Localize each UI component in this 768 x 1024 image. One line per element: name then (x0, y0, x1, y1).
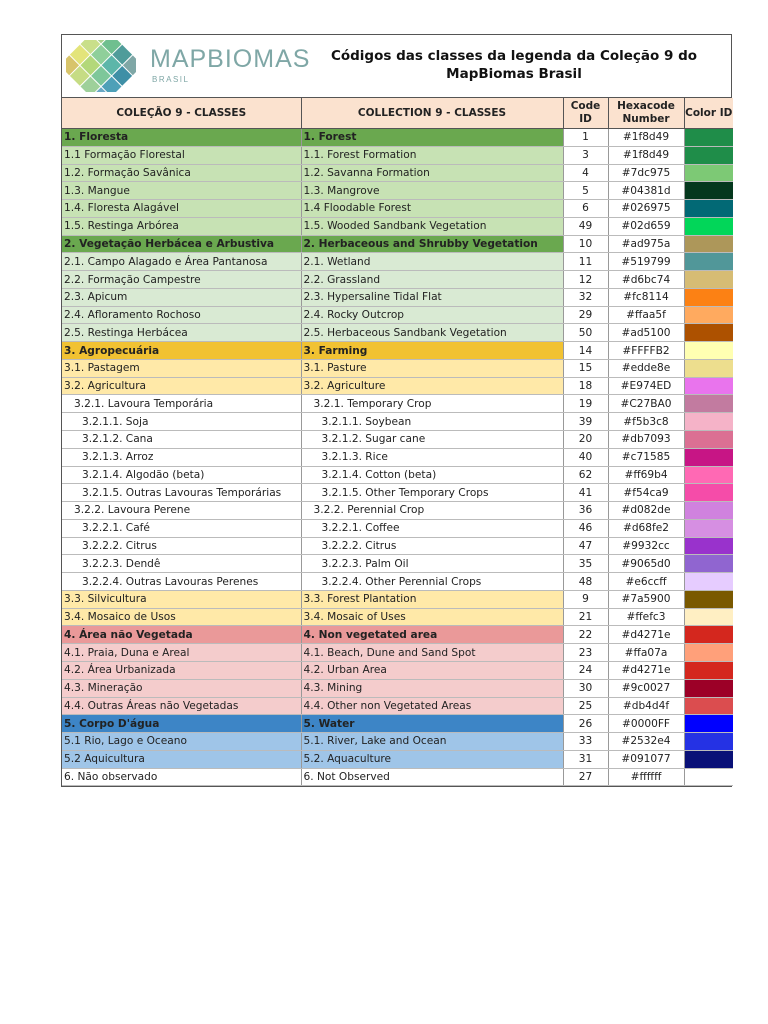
code-id: 29 (563, 306, 608, 324)
class-name-en: 3.2.1.5. Other Temporary Crops (301, 484, 563, 502)
code-id: 50 (563, 324, 608, 342)
hex-code: #519799 (608, 253, 684, 271)
code-id: 46 (563, 519, 608, 537)
class-name-pt: 2.3. Apicum (62, 288, 301, 306)
class-name-en: 5. Water (301, 715, 563, 733)
code-id: 31 (563, 750, 608, 768)
class-name-pt: 6. Não observado (62, 768, 301, 786)
color-swatch (684, 413, 733, 431)
table-row (62, 288, 733, 306)
color-swatch (684, 324, 733, 342)
color-swatch (684, 484, 733, 502)
hex-code: #d6bc74 (608, 271, 684, 289)
hex-code: #C27BA0 (608, 395, 684, 413)
hex-code: #091077 (608, 750, 684, 768)
column-header-color: Color ID (684, 98, 733, 129)
class-name-pt: 3.2.2.4. Outras Lavouras Perenes (62, 573, 301, 591)
table-row (62, 715, 733, 733)
table-row (62, 324, 733, 342)
class-name-pt: 4. Área não Vegetada (62, 626, 301, 644)
table-row (62, 377, 733, 395)
class-name-en: 2. Herbaceous and Shrubby Vegetation (301, 235, 563, 253)
table-row (62, 502, 733, 520)
class-name-en: 3.2.1.4. Cotton (beta) (301, 466, 563, 484)
column-header-pt: COLEÇÃO 9 - CLASSES (62, 98, 301, 129)
hex-code: #c71585 (608, 448, 684, 466)
code-id: 40 (563, 448, 608, 466)
class-name-pt: 2.1. Campo Alagado e Área Pantanosa (62, 253, 301, 271)
code-id: 3 (563, 146, 608, 164)
table-row (62, 697, 733, 715)
class-name-en: 4.3. Mining (301, 679, 563, 697)
table-row (62, 733, 733, 751)
class-name-en: 3.2.1.1. Soybean (301, 413, 563, 431)
color-swatch (684, 661, 733, 679)
color-swatch (684, 306, 733, 324)
color-swatch (684, 288, 733, 306)
code-id: 24 (563, 661, 608, 679)
table-row (62, 413, 733, 431)
hex-code: #026975 (608, 200, 684, 218)
color-swatch (684, 377, 733, 395)
color-swatch (684, 590, 733, 608)
table-row (62, 661, 733, 679)
table-row (62, 129, 733, 147)
class-name-pt: 5.2 Aquicultura (62, 750, 301, 768)
class-name-pt: 3. Agropecuária (62, 342, 301, 360)
color-swatch (684, 608, 733, 626)
table-row (62, 342, 733, 360)
color-swatch (684, 679, 733, 697)
hex-code: #1f8d49 (608, 129, 684, 147)
hex-code: #7a5900 (608, 590, 684, 608)
class-name-pt: 1.5. Restinga Arbórea (62, 217, 301, 235)
color-swatch (684, 235, 733, 253)
color-swatch (684, 537, 733, 555)
table-row (62, 573, 733, 591)
code-id: 33 (563, 733, 608, 751)
class-name-en: 1.2. Savanna Formation (301, 164, 563, 182)
class-name-en: 3.2.2.4. Other Perennial Crops (301, 573, 563, 591)
hex-code: #E974ED (608, 377, 684, 395)
color-swatch (684, 555, 733, 573)
hex-code: #f54ca9 (608, 484, 684, 502)
code-id: 22 (563, 626, 608, 644)
code-id: 1 (563, 129, 608, 147)
class-name-pt: 2. Vegetação Herbácea e Arbustiva (62, 235, 301, 253)
class-name-en: 3.2. Agriculture (301, 377, 563, 395)
code-id: 9 (563, 590, 608, 608)
table-row (62, 626, 733, 644)
class-name-en: 3.2.1. Temporary Crop (301, 395, 563, 413)
hex-code: #9932cc (608, 537, 684, 555)
brand-country: BRASIL (152, 75, 190, 84)
class-name-pt: 3.2.2.2. Citrus (62, 537, 301, 555)
hex-code: #f5b3c8 (608, 413, 684, 431)
hex-code: #e6ccff (608, 573, 684, 591)
hex-code: #7dc975 (608, 164, 684, 182)
class-name-pt: 3.2.2.1. Café (62, 519, 301, 537)
class-name-pt: 3.2.1.1. Soja (62, 413, 301, 431)
class-name-en: 3.2.1.3. Rice (301, 448, 563, 466)
class-name-en: 3.2.1.2. Sugar cane (301, 431, 563, 449)
code-id: 27 (563, 768, 608, 786)
class-name-en: 4.1. Beach, Dune and Sand Spot (301, 644, 563, 662)
code-id: 18 (563, 377, 608, 395)
class-name-en: 1.5. Wooded Sandbank Vegetation (301, 217, 563, 235)
class-name-pt: 4.1. Praia, Duna e Areal (62, 644, 301, 662)
table-row (62, 431, 733, 449)
table-row (62, 519, 733, 537)
class-name-pt: 5.1 Rio, Lago e Oceano (62, 733, 301, 751)
table-row (62, 608, 733, 626)
code-id: 36 (563, 502, 608, 520)
class-name-pt: 2.5. Restinga Herbácea (62, 324, 301, 342)
color-swatch (684, 733, 733, 751)
column-header-hex: Hexacode Number (608, 98, 684, 129)
table-row (62, 271, 733, 289)
hex-code: #2532e4 (608, 733, 684, 751)
column-header-en: COLLECTION 9 - CLASSES (301, 98, 563, 129)
code-id: 15 (563, 359, 608, 377)
color-swatch (684, 626, 733, 644)
class-name-pt: 5. Corpo D'água (62, 715, 301, 733)
brand-name: MAPBIOMAS (150, 45, 311, 73)
hex-code: #ffaa5f (608, 306, 684, 324)
code-id: 19 (563, 395, 608, 413)
hex-code: #d4271e (608, 626, 684, 644)
code-id: 14 (563, 342, 608, 360)
hex-code: #ffa07a (608, 644, 684, 662)
class-name-pt: 2.2. Formação Campestre (62, 271, 301, 289)
color-swatch (684, 768, 733, 786)
code-id: 62 (563, 466, 608, 484)
hex-code: #9c0027 (608, 679, 684, 697)
hex-code: #ad975a (608, 235, 684, 253)
class-name-pt: 4.4. Outras Áreas não Vegetadas (62, 697, 301, 715)
code-id: 41 (563, 484, 608, 502)
column-header-code: Code ID (563, 98, 608, 129)
code-id: 32 (563, 288, 608, 306)
class-name-pt: 3.2. Agricultura (62, 377, 301, 395)
class-name-pt: 1.4. Floresta Alagável (62, 200, 301, 218)
table-row (62, 217, 733, 235)
class-name-en: 6. Not Observed (301, 768, 563, 786)
class-name-en: 1.3. Mangrove (301, 182, 563, 200)
color-swatch (684, 182, 733, 200)
hex-code: #fc8114 (608, 288, 684, 306)
class-name-pt: 3.2.1.3. Arroz (62, 448, 301, 466)
code-id: 11 (563, 253, 608, 271)
table-row (62, 555, 733, 573)
hex-code: #FFFFB2 (608, 342, 684, 360)
color-swatch (684, 466, 733, 484)
class-name-pt: 3.4. Mosaico de Usos (62, 608, 301, 626)
code-id: 26 (563, 715, 608, 733)
hex-code: #ad5100 (608, 324, 684, 342)
table-header-row (62, 98, 733, 129)
table-row (62, 466, 733, 484)
table-row (62, 768, 733, 786)
class-name-en: 3.4. Mosaic of Uses (301, 608, 563, 626)
color-swatch (684, 697, 733, 715)
class-name-pt: 4.2. Área Urbanizada (62, 661, 301, 679)
color-swatch (684, 164, 733, 182)
mapbiomas-logo-icon (66, 40, 136, 92)
code-id: 4 (563, 164, 608, 182)
class-name-en: 3.3. Forest Plantation (301, 590, 563, 608)
code-id: 47 (563, 537, 608, 555)
class-name-en: 2.4. Rocky Outcrop (301, 306, 563, 324)
color-swatch (684, 253, 733, 271)
code-id: 23 (563, 644, 608, 662)
color-swatch (684, 502, 733, 520)
hex-code: #ffefc3 (608, 608, 684, 626)
table-row (62, 235, 733, 253)
table-row (62, 359, 733, 377)
code-id: 39 (563, 413, 608, 431)
code-id: 49 (563, 217, 608, 235)
class-name-pt: 3.1. Pastagem (62, 359, 301, 377)
class-name-en: 3.1. Pasture (301, 359, 563, 377)
table-row (62, 395, 733, 413)
code-id: 21 (563, 608, 608, 626)
code-id: 20 (563, 431, 608, 449)
class-name-en: 5.2. Aquaculture (301, 750, 563, 768)
hex-code: #edde8e (608, 359, 684, 377)
class-name-en: 4.2. Urban Area (301, 661, 563, 679)
code-id: 30 (563, 679, 608, 697)
hex-code: #ff69b4 (608, 466, 684, 484)
class-name-pt: 3.2.1.2. Cana (62, 431, 301, 449)
table-row (62, 537, 733, 555)
hex-code: #04381d (608, 182, 684, 200)
color-swatch (684, 271, 733, 289)
class-name-pt: 1.1 Formação Florestal (62, 146, 301, 164)
table-row (62, 306, 733, 324)
class-name-en: 5.1. River, Lake and Ocean (301, 733, 563, 751)
class-name-pt: 4.3. Mineração (62, 679, 301, 697)
hex-code: #02d659 (608, 217, 684, 235)
page-title: Códigos das classes da legenda da Coleção 9 do MapBiomas Brasil (330, 48, 698, 82)
class-name-en: 1.1. Forest Formation (301, 146, 563, 164)
color-swatch (684, 359, 733, 377)
color-swatch (684, 342, 733, 360)
color-swatch (684, 750, 733, 768)
class-name-en: 2.2. Grassland (301, 271, 563, 289)
class-name-en: 2.5. Herbaceous Sandbank Vegetation (301, 324, 563, 342)
class-name-en: 2.1. Wetland (301, 253, 563, 271)
class-name-en: 4. Non vegetated area (301, 626, 563, 644)
class-name-pt: 3.2.1.5. Outras Lavouras Temporárias (62, 484, 301, 502)
class-name-pt: 3.2.1.4. Algodão (beta) (62, 466, 301, 484)
table-row (62, 644, 733, 662)
hex-code: #d4271e (608, 661, 684, 679)
class-name-pt: 3.2.2.3. Dendê (62, 555, 301, 573)
class-name-en: 3.2.2.1. Coffee (301, 519, 563, 537)
hex-code: #db4d4f (608, 697, 684, 715)
code-id: 35 (563, 555, 608, 573)
class-name-en: 1.4 Floodable Forest (301, 200, 563, 218)
class-name-pt: 1.2. Formação Savânica (62, 164, 301, 182)
class-name-en: 3.2.2.2. Citrus (301, 537, 563, 555)
table-row (62, 253, 733, 271)
legend-table (62, 98, 733, 786)
table-row (62, 590, 733, 608)
code-id: 6 (563, 200, 608, 218)
class-name-en: 4.4. Other non Vegetated Areas (301, 697, 563, 715)
hex-code: #d68fe2 (608, 519, 684, 537)
code-id: 5 (563, 182, 608, 200)
hex-code: #db7093 (608, 431, 684, 449)
class-name-en: 3.2.2. Perennial Crop (301, 502, 563, 520)
class-name-en: 3. Farming (301, 342, 563, 360)
class-name-pt: 3.3. Silvicultura (62, 590, 301, 608)
table-row (62, 484, 733, 502)
table-row (62, 679, 733, 697)
code-id: 10 (563, 235, 608, 253)
color-swatch (684, 431, 733, 449)
header (62, 35, 731, 98)
class-name-en: 1. Forest (301, 129, 563, 147)
class-name-en: 3.2.2.3. Palm Oil (301, 555, 563, 573)
code-id: 48 (563, 573, 608, 591)
hex-code: #ffffff (608, 768, 684, 786)
class-name-pt: 2.4. Afloramento Rochoso (62, 306, 301, 324)
hex-code: #9065d0 (608, 555, 684, 573)
table-row (62, 182, 733, 200)
hex-code: #0000FF (608, 715, 684, 733)
table-row (62, 750, 733, 768)
color-swatch (684, 715, 733, 733)
color-swatch (684, 129, 733, 147)
class-name-pt: 1. Floresta (62, 129, 301, 147)
code-id: 25 (563, 697, 608, 715)
code-id: 12 (563, 271, 608, 289)
table-row (62, 146, 733, 164)
color-swatch (684, 146, 733, 164)
color-swatch (684, 395, 733, 413)
color-swatch (684, 573, 733, 591)
legend-sheet (61, 34, 732, 787)
hex-code: #d082de (608, 502, 684, 520)
hex-code: #1f8d49 (608, 146, 684, 164)
table-row (62, 448, 733, 466)
color-swatch (684, 217, 733, 235)
class-name-pt: 3.2.2. Lavoura Perene (62, 502, 301, 520)
color-swatch (684, 448, 733, 466)
class-name-pt: 3.2.1. Lavoura Temporária (62, 395, 301, 413)
class-name-en: 2.3. Hypersaline Tidal Flat (301, 288, 563, 306)
color-swatch (684, 200, 733, 218)
class-name-pt: 1.3. Mangue (62, 182, 301, 200)
color-swatch (684, 644, 733, 662)
table-row (62, 200, 733, 218)
color-swatch (684, 519, 733, 537)
table-row (62, 164, 733, 182)
